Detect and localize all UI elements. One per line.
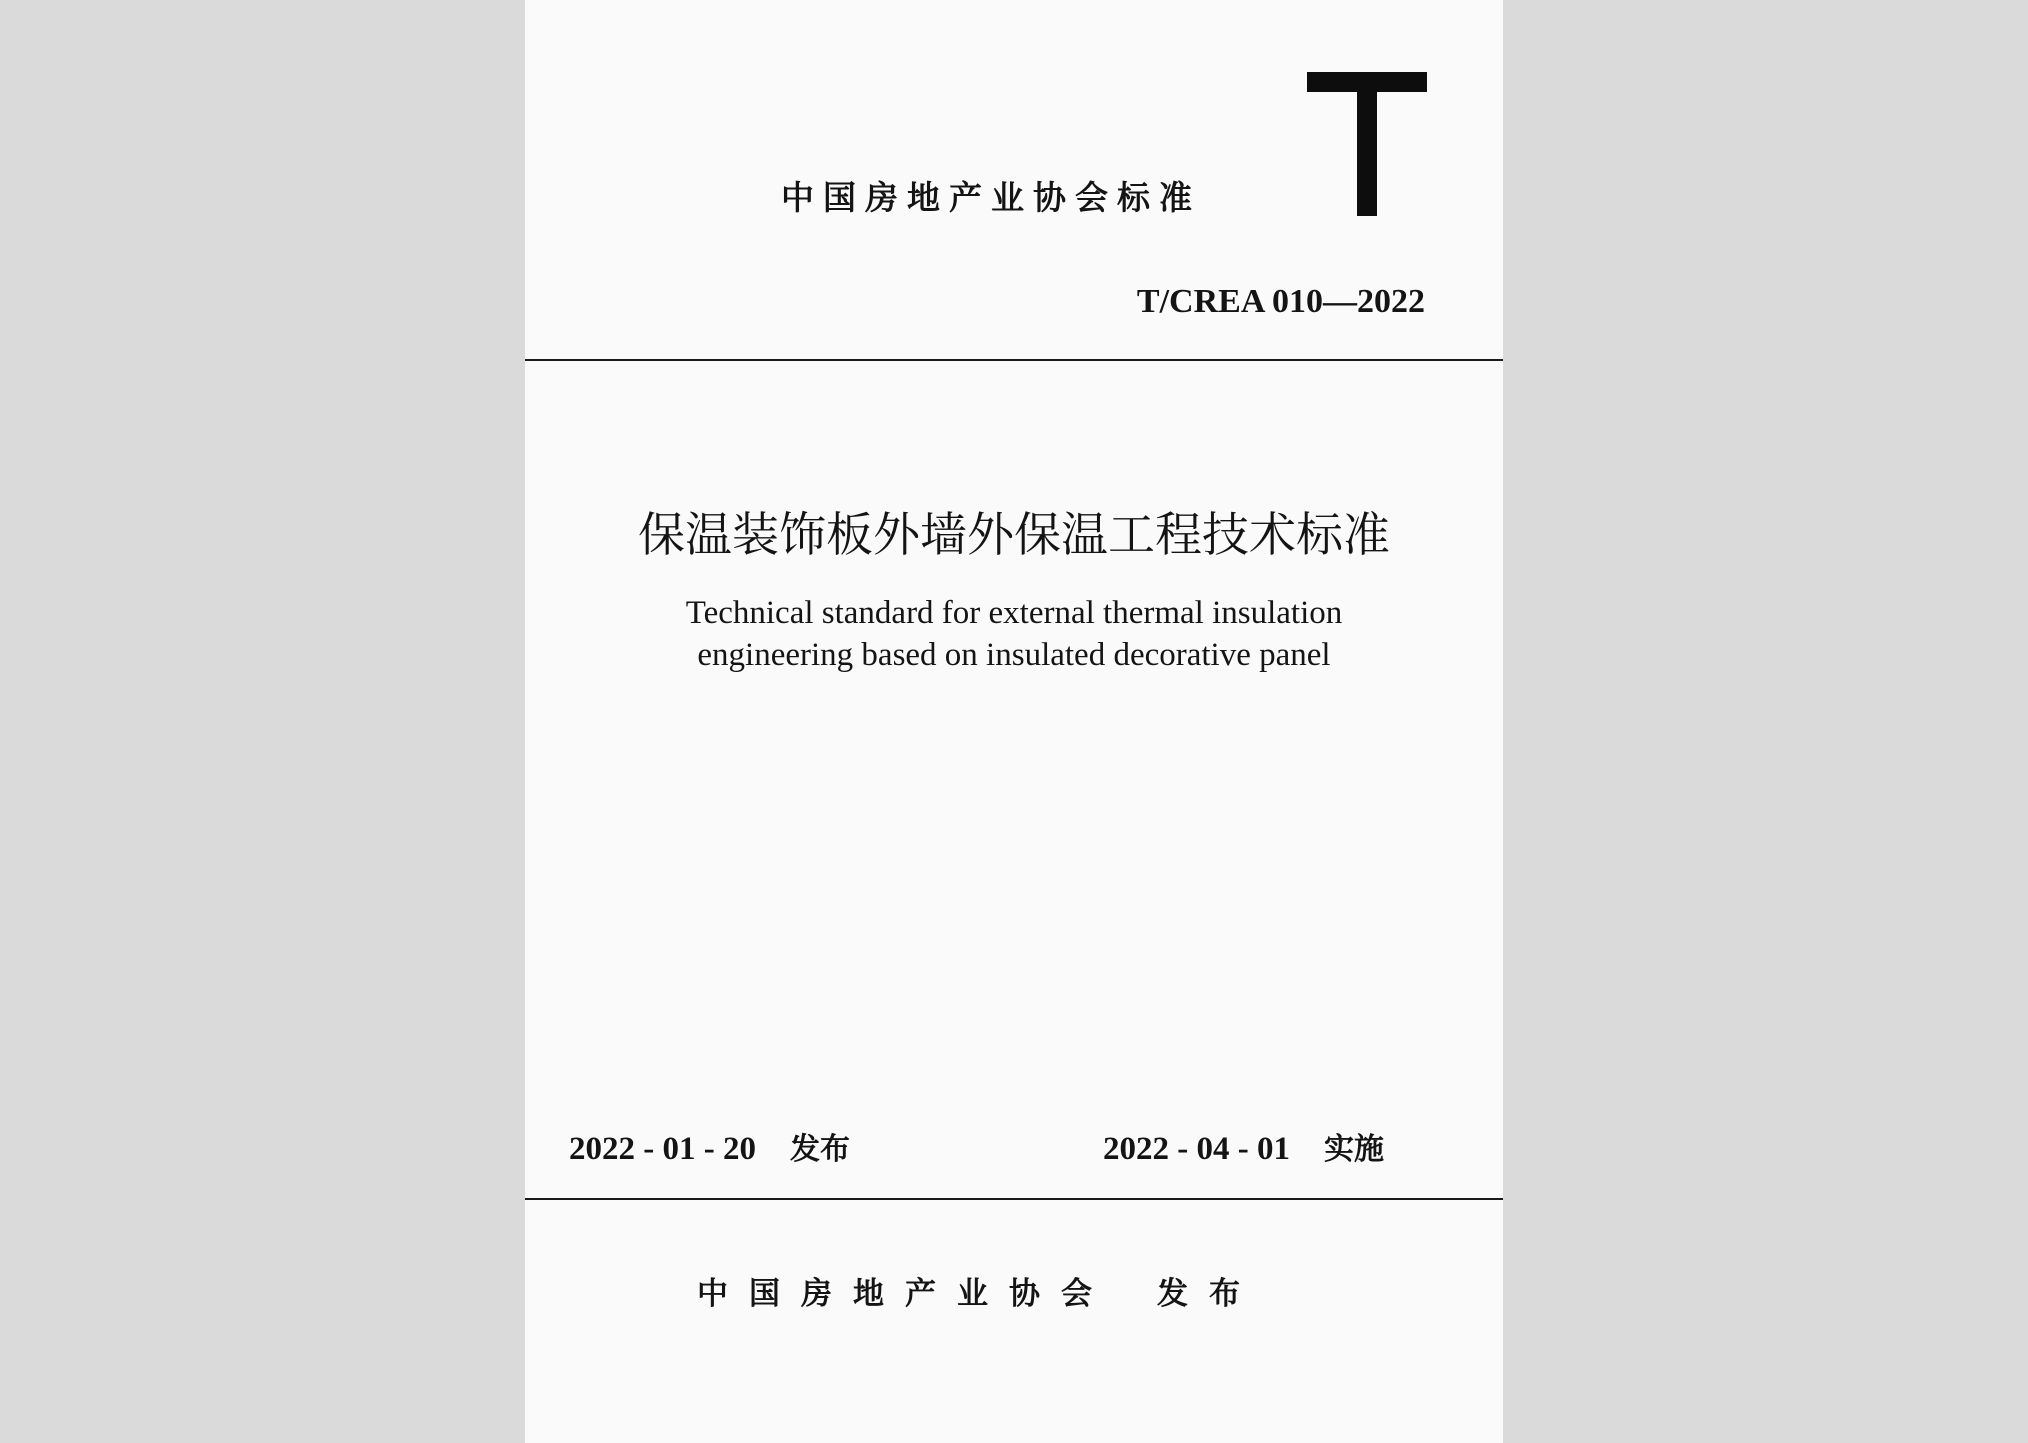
title-chinese: 保温装饰板外墙外保温工程技术标准 (638, 508, 1390, 563)
title-english-line-1: Technical standard for external thermal insulation (685, 595, 1343, 631)
title-english-line-2: engineering based on insulated decorative panel (697, 637, 1331, 673)
standard-type-t-logo (1307, 72, 1427, 216)
publisher-name: 中国房地产业协会 (697, 1276, 1113, 1312)
t-logo-stem (1357, 72, 1377, 216)
publisher-line (697, 1268, 1261, 1313)
standard-number: T/CREA 010—2022 (1136, 283, 1425, 320)
issue-date-block (569, 1124, 850, 1168)
implementation-date: 2022 - 04 - 01 (1103, 1131, 1290, 1167)
bottom-divider (525, 1198, 1503, 1200)
issue-date: 2022 - 01 - 20 (569, 1131, 756, 1167)
publish-label: 发布 (1157, 1276, 1261, 1312)
implementation-date-block (1103, 1124, 1384, 1168)
top-divider (525, 359, 1503, 361)
document-cover-page (525, 0, 1503, 1443)
standard-category: 中国房地产业协会标准 (781, 178, 1201, 217)
implementation-label: 实施 (1323, 1132, 1384, 1167)
issue-label: 发布 (789, 1132, 850, 1167)
